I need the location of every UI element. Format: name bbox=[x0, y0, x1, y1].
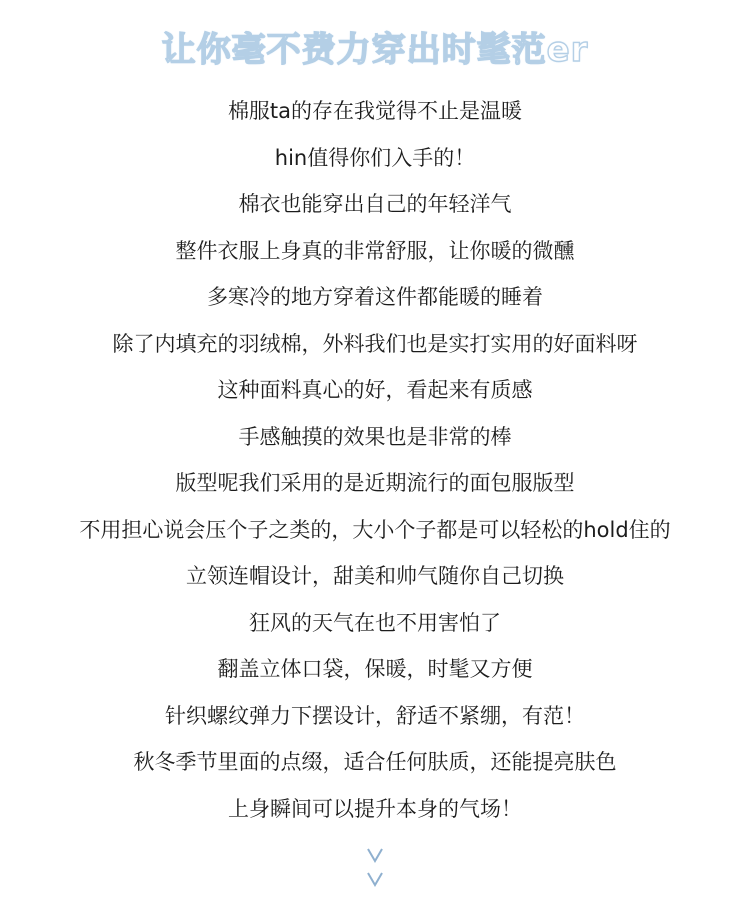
scroll-down-indicator bbox=[0, 843, 750, 891]
headline: 让你毫不费力穿出时髦范er bbox=[161, 30, 589, 70]
chevron-down-icon bbox=[365, 867, 385, 891]
description-line: 秋冬季节里面的点缀，适合任何肤质，还能提亮肤色 bbox=[133, 750, 617, 774]
description-line: 棉衣也能穿出自己的年轻洋气 bbox=[238, 192, 512, 216]
description-line: 翻盖立体口袋，保暖，时髦又方便 bbox=[217, 657, 533, 681]
description-line: 除了内填充的羽绒棉，外料我们也是实打实用的好面料呀 bbox=[112, 331, 638, 356]
description-line: 手感触摸的效果也是非常的棒 bbox=[238, 424, 512, 449]
description-line: 多寒冷的地方穿着这件都能暖的睡着 bbox=[207, 285, 543, 309]
chevron-down-icon bbox=[365, 843, 385, 867]
description-line: 不用担心说会压个子之类的，大小个子都是可以轻松的hold住的 bbox=[79, 517, 671, 542]
description-line: 狂风的天气在也不用害怕了 bbox=[249, 610, 501, 635]
description-line: 棉服ta的存在我觉得不止是温暖 bbox=[227, 99, 523, 123]
description-line: 版型呢我们采用的是近期流行的面包服版型 bbox=[175, 471, 575, 495]
description-line: 针织螺纹弹力下摆设计，舒适不紧绷，有范！ bbox=[165, 703, 585, 728]
description-line: 这种面料真心的好，看起来有质感 bbox=[217, 378, 533, 402]
description-lines bbox=[0, 88, 750, 832]
description-line: 上身瞬间可以提升本身的气场！ bbox=[228, 796, 522, 821]
description-line: 整件衣服上身真的非常舒服，让你暖的微醺 bbox=[175, 238, 575, 263]
description-line: hin值得你们入手的！ bbox=[274, 145, 476, 170]
description-line: 立领连帽设计，甜美和帅气随你自己切换 bbox=[186, 564, 564, 588]
